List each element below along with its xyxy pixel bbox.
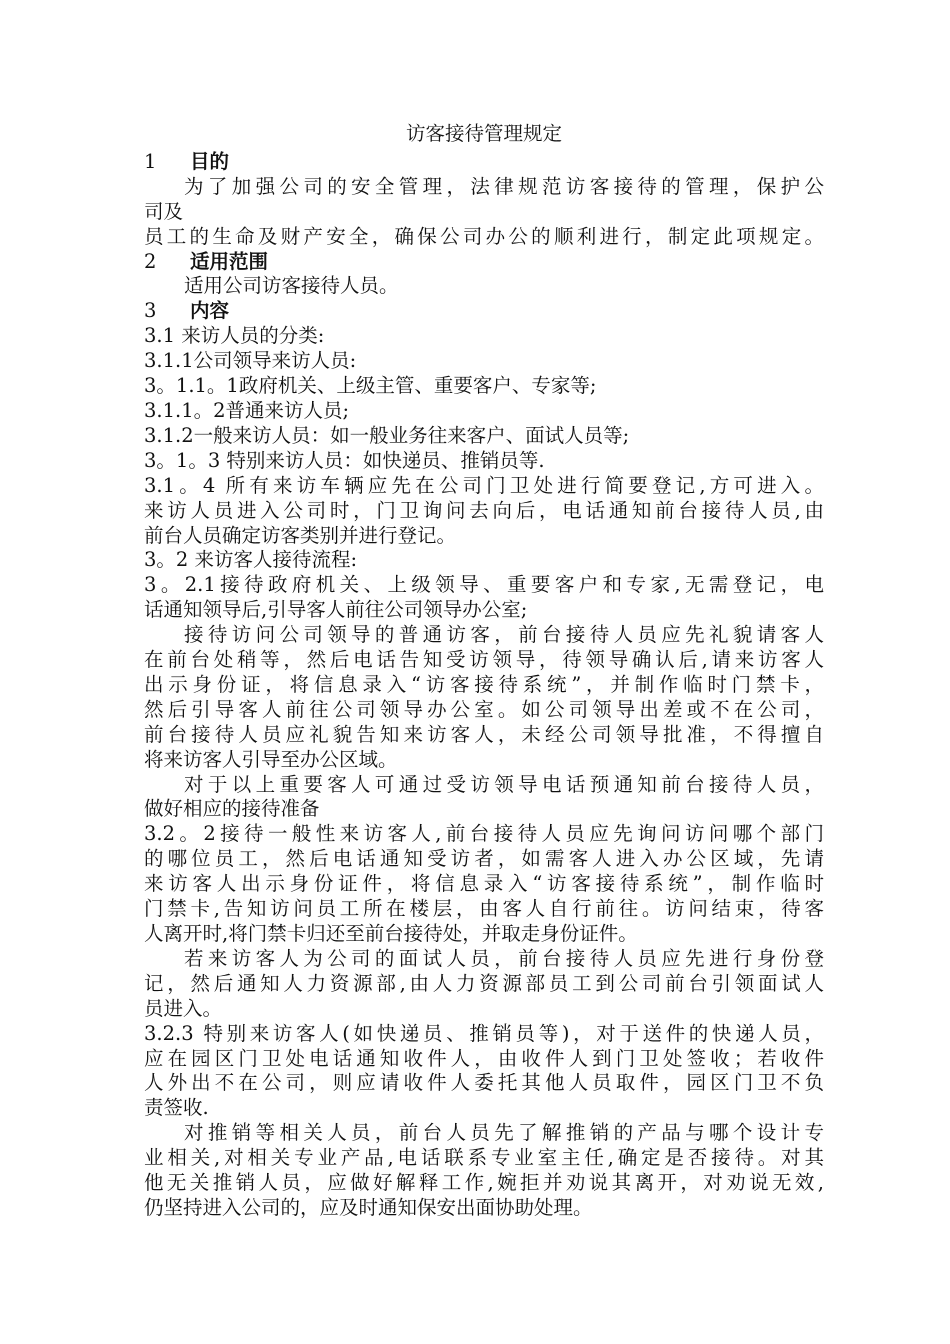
paragraph-line: 人外出不在公司，则应请收件人委托其他人员取件，园区门卫不负 [144, 1071, 824, 1095]
paragraph-line: 3。2 来访客人接待流程: [144, 548, 358, 572]
paragraph-line: 3.1 来访人员的分类: [144, 324, 325, 348]
paragraph-line: 为了加强公司的安全管理，法律规范访客接待的管理，保护公 [184, 174, 824, 198]
section-heading-purpose [144, 150, 824, 175]
paragraph-line: 3.1。4 所有来访车辆应先在公司门卫处进行简要登记,方可进入。 [144, 473, 824, 497]
paragraph-line: 3.1.1。2普通来访人员; [144, 398, 350, 422]
paragraph-line: 责签收. [144, 1096, 209, 1120]
paragraph-line: 对推销等相关人员，前台人员先了解推销的产品与哪个设计专 [184, 1121, 824, 1145]
paragraph-line: 将来访客人引导至办公区域。 [144, 747, 398, 771]
paragraph-line: 业相关,对相关专业产品,电话联系专业室主任,确定是否接待。对其 [144, 1146, 824, 1170]
paragraph-line: 前台人员确定访客类别并进行登记。 [144, 523, 457, 547]
paragraph-line: 他无关推销人员，应做好解释工作,婉拒并劝说其离开，对劝说无效, [144, 1171, 824, 1195]
paragraph-line: 来访人员进入公司时，门卫询问去向后，电话通知前台接待人员,由 [144, 498, 824, 522]
document-title: 访客接待管理规定 [405, 122, 562, 145]
paragraph-line: 3.1.1公司领导来访人员: [144, 349, 357, 373]
section-number: 3 [144, 299, 157, 323]
paragraph-line: 人离开时,将门禁卡归还至前台接待处，并取走身份证件。 [144, 922, 638, 945]
paragraph-line: 3。1.1。1政府机关、上级主管、重要客户、专家等; [144, 374, 597, 398]
paragraph-line: 3。1。3 特别来访人员：如快递员、推销员等. [144, 448, 545, 472]
paragraph-line: 3.2。2接待一般性来访客人,前台接待人员应先询问访问哪个部门 [144, 822, 824, 846]
paragraph-line: 仍坚持进入公司的，应及时通知保安出面协助处理。 [144, 1195, 593, 1219]
paragraph-line: 3。2.1接待政府机关、上级领导、重要客户和专家,无需登记，电 [144, 573, 824, 597]
paragraph-line: 在前台处稍等，然后电话告知受访领导，待领导确认后,请来访客人 [144, 648, 824, 672]
paragraph-line: 前台接待人员应礼貌告知来访客人，未经公司领导批准，不得擅自 [144, 722, 824, 746]
section-title: 内容 [190, 299, 230, 323]
section-number: 1 [144, 149, 157, 173]
paragraph-line: 然后引导客人前往公司领导办公室。如公司领导出差或不在公司， [144, 697, 824, 721]
paragraph-line: 员工的生命及财产安全，确保公司办公的顺利进行，制定此项规定。 [144, 224, 824, 248]
section-heading-content [144, 299, 824, 324]
paragraph-line: 接待访问公司领导的普通访客，前台接待人员应先礼貌请客人 [184, 623, 824, 647]
paragraph-line: 记，然后通知人力资源部,由人力资源部员工到公司前台引领面试人 [144, 971, 824, 995]
paragraph-line: 若来访客人为公司的面试人员，前台接待人员应先进行身份登 [184, 946, 824, 970]
paragraph-line: 适用公司访客接待人员。 [184, 274, 399, 298]
paragraph-line: 话通知领导后,引导客人前往公司领导办公室; [144, 598, 528, 622]
paragraph-line: 3.1.2一般来访人员：如一般业务往来客户、面试人员等; [144, 423, 630, 447]
section-title: 目的 [190, 149, 230, 173]
paragraph-line: 做好相应的接待准备 [144, 797, 320, 821]
paragraph-line: 应在园区门卫处电话通知收件人，由收件人到门卫处签收；若收件 [144, 1046, 824, 1070]
section-number: 2 [144, 249, 157, 273]
section-heading-scope [144, 250, 824, 275]
paragraph-line: 员进入。 [144, 996, 223, 1020]
paragraph-line: 出示身份证，将信息录入“访客接待系统”，并制作临时门禁卡， [144, 672, 824, 696]
section-title: 适用范围 [190, 249, 269, 273]
paragraph-line: 来访客人出示身份证件，将信息录入“访客接待系统”，制作临时 [144, 872, 824, 896]
paragraph-line: 3.2.3 特别来访客人(如快递员、推销员等)，对于送件的快递人员， [144, 1021, 824, 1045]
paragraph-line: 门禁卡,告知访问员工所在楼层，由客人自行前往。访问结束，待客 [144, 897, 824, 921]
paragraph-line: 对于以上重要客人可通过受访领导电话预通知前台接待人员， [184, 772, 824, 796]
paragraph-line: 司及 [144, 199, 184, 223]
paragraph-line: 的哪位员工，然后电话通知受访者，如需客人进入办公区域，先请 [144, 847, 824, 871]
document-body [144, 122, 824, 1221]
